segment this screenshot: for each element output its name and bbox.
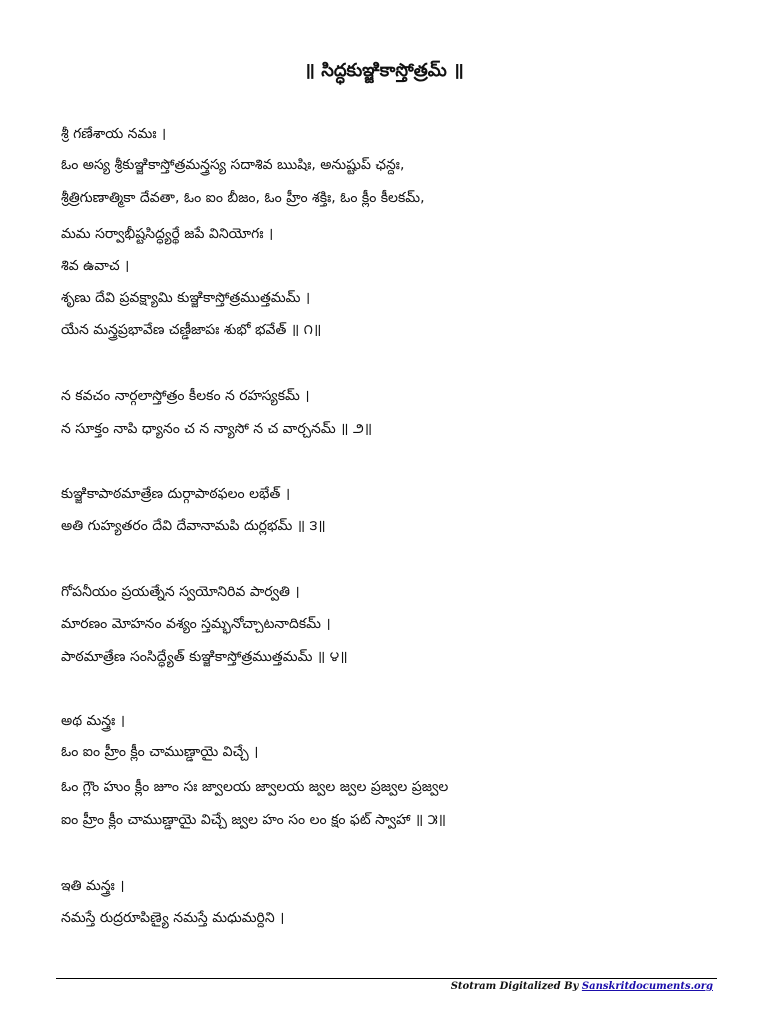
- iti-mantra-line: ఇతి మన్త్రః ।: [61, 878, 125, 894]
- verse-2-line-1: న కవచం నార్గలాస్తోత్రం కీలకం న రహస్యకమ్ ।: [61, 388, 310, 404]
- namaste-line: నమస్తే రుద్రరూపిణ్యై నమస్తే మధుమర్దిని ।: [61, 910, 285, 926]
- mantra-line-3: ఐం హ్రీం క్లీం చాముణ్డాయై విచ్చే జ్వల హం సం లం క్షం ఫట్ స్వాహా ॥ ౫॥: [61, 812, 447, 828]
- shiva-uvacha-line: శివ ఉవాచ ।: [61, 258, 130, 274]
- footer-credit: [451, 980, 713, 994]
- viniyoga-line-1: ఓం అస్య శ్రీకుఞ్జికాస్తోత్రమన్త్రస్య సదాశివ ఋషిః, అనుష్టుప్ ఛన్దః,: [61, 157, 405, 173]
- verse-4-line-1: గోపనీయం ప్రయత్నేన స్వయోనిరివ పార్వతి ।: [61, 584, 300, 600]
- verse-1-line-2: యేన మన్త్రప్రభావేణ చణ్డీజాపః శుభో భవేత్ ॥ ౧॥: [61, 322, 322, 338]
- mantra-line-2: ఓం గ్లౌం హుం క్లీం జూం సః జ్వాలయ జ్వాలయ జ్వల జ్వల ప్రజ్వల ప్రజ్వల: [61, 779, 449, 795]
- viniyoga-line-3: మమ సర్వాభీష్టసిద్ధ్యర్థే జపే వినియోగః ।: [61, 226, 274, 242]
- page-title: ॥ సిద్ధకుఞ్జికాస్తోత్రమ్ ॥: [304, 60, 464, 81]
- viniyoga-line-2: శ్రీత్రిగుణాత్మికా దేవతా, ఓం ఐం బీజం, ఓం హ్రీం శక్తిః, ఓం క్లీం కీలకమ్,: [61, 190, 425, 206]
- mantra-line-1: ఓం ఐం హ్రీం క్లీం చాముణ్డాయై విచ్చే ।: [61, 744, 259, 760]
- invocation-line: శ్రీ గణేశాయ నమః ।: [61, 126, 167, 142]
- verse-3-line-2: అతి గుహ్యతరం దేవి దేవానామపి దుర్లభమ్ ॥ ౩॥: [61, 518, 326, 534]
- verse-4-line-3: పాఠమాత్రేణ సంసిద్ధ్యేత్ కుఞ్జికాస్తోత్రముత్తమమ్ ॥ ౪॥: [61, 649, 348, 665]
- verse-3-line-1: కుఞ్జికాపాఠమాత్రేణ దుర్గాపాఠఫలం లభేత్ ।: [61, 486, 291, 502]
- mantra-heading: అథ మన్త్రః ।: [61, 713, 126, 729]
- verse-1-line-1: శృణు దేవి ప్రవక్ష్యామి కుఞ్జికాస్తోత్రముత్తమమ్ ।: [61, 290, 311, 306]
- footer-divider: [56, 978, 717, 979]
- verse-2-line-2: న సూక్తం నాపి ధ్యానం చ న న్యాసో న చ వార్చనమ్ ॥ ౨॥: [61, 421, 373, 437]
- footer-link[interactable]: Sanskritdocuments.org: [581, 981, 713, 992]
- verse-4-line-2: మారణం మోహనం వశ్యం స్తమ్భనోచ్చాటనాదికమ్ ।: [61, 616, 331, 632]
- footer-credit-text: Stotram Digitalized By: [450, 981, 582, 992]
